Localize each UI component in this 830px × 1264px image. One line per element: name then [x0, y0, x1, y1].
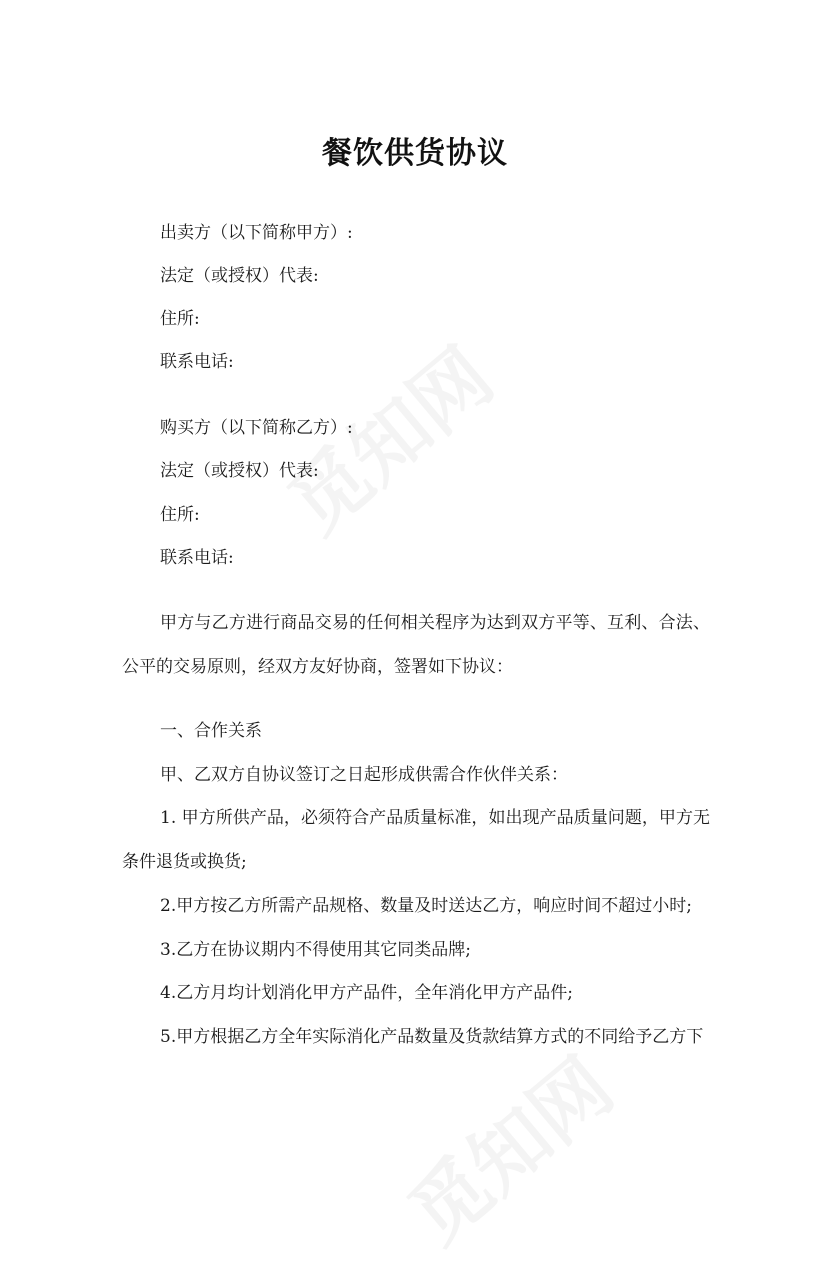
clause-item-4: 4.乙方月均计划消化甲方产品件，全年消化甲方产品件; — [160, 983, 573, 1003]
clause-item-5: 5.甲方根据乙方全年实际消化产品数量及货款结算方式的不同给予乙方下 — [160, 1027, 704, 1047]
seller-rep-line: 法定（或授权）代表: — [160, 266, 319, 286]
buyer-rep-line: 法定（或授权）代表: — [160, 461, 319, 481]
seller-phone-line: 联系电话: — [160, 352, 234, 372]
clause-item-1: 1. 甲方所供产品，必须符合产品质量标准，如出现产品质量问题，甲方无条件退货或换货; — [122, 808, 710, 872]
seller-address-line: 住所: — [160, 309, 200, 329]
section-lead: 甲、乙双方自协议签订之日起形成供需合作伙伴关系： — [160, 765, 568, 785]
buyer-address-line: 住所: — [160, 505, 200, 525]
clause-item-2: 2.甲方按乙方所需产品规格、数量及时送达乙方，响应时间不超过小时; — [160, 896, 692, 916]
document-title: 餐饮供货协议 — [322, 136, 508, 171]
section-heading: 一、合作关系 — [160, 721, 262, 741]
buyer-phone-line: 联系电话: — [160, 548, 234, 568]
clause-item-3: 3.乙方在协议期内不得使用其它同类品牌; — [160, 940, 471, 960]
buyer-name-line: 购买方（以下简称乙方）: — [160, 418, 353, 438]
intro-paragraph: 甲方与乙方进行商品交易的任何相关程序为达到双方平等、互利、合法、公平的交易原则，经双方友好协商，签署如下协议： — [122, 613, 710, 677]
seller-name-line: 出卖方（以下简称甲方）: — [160, 223, 353, 243]
watermark — [381, 1028, 632, 1264]
